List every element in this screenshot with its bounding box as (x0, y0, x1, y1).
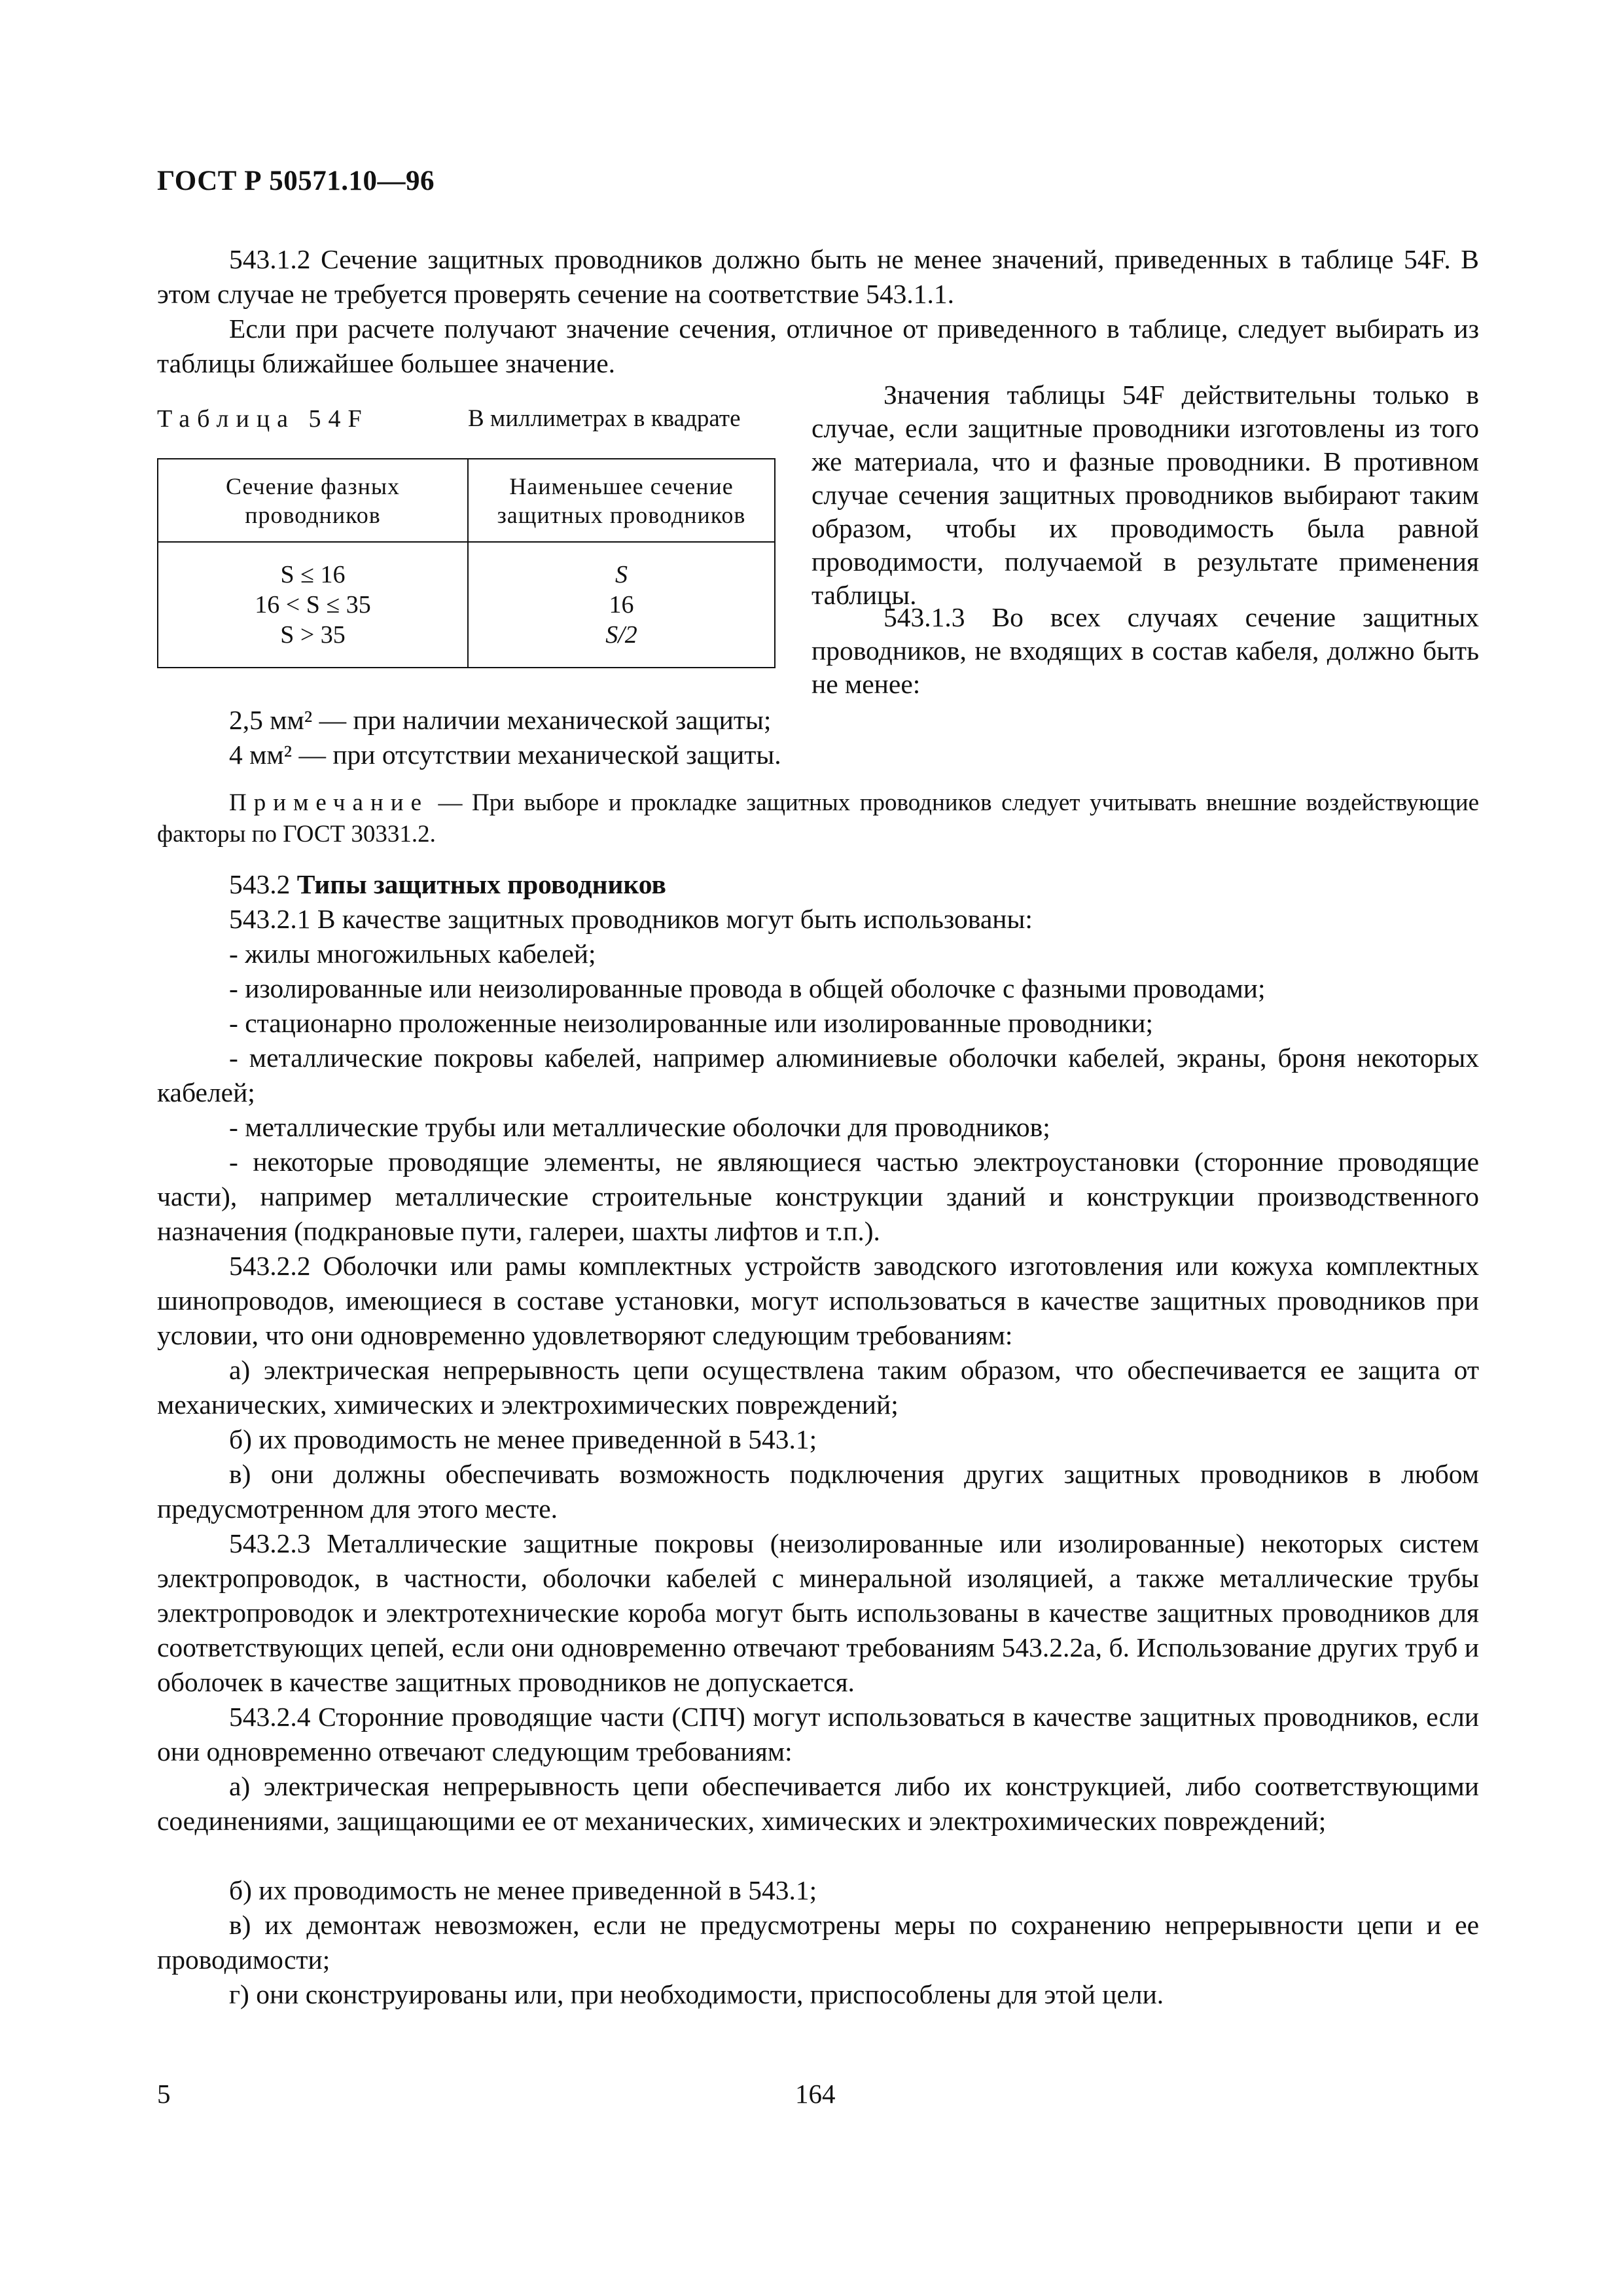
note-paragraph (157, 787, 1479, 850)
note-label: Примечание (229, 789, 429, 816)
document-header: ГОСТ Р 50571.10—96 (157, 166, 435, 196)
page-number-left: 5 (157, 2079, 171, 2109)
table-cell-value: 16 (609, 591, 634, 619)
table-cell-value: S (615, 561, 628, 588)
table-cell-value: S/2 (605, 621, 637, 649)
min-section-with-protection-text: 2,5 мм² — при наличии механической защиты; (229, 705, 772, 735)
table-header-line: Сечение фазных (225, 473, 401, 499)
table-cell-value: S ≤ 16 (280, 561, 346, 588)
list-item: а) электрическая непрерывность цепи осуществлена таким образом, что обеспечивается ее защита от механических, химических и электрохимических повреждений; (157, 1355, 1479, 1420)
list-item: - некоторые проводящие элементы, не являющиеся частью электроустановки (сторонние проводящие части), например металлические строительные конструкции зданий и конструкции производственного назначения (подкрановые пути, галереи, шахты лифтов и т.п.). (157, 1147, 1479, 1246)
note-text: — При выборе и прокладке защитных проводников следует учитывать внешние воздействующие факторы по ГОСТ 30331.2. (157, 789, 1479, 848)
list-item: - жилы многожильных кабелей; (229, 939, 596, 969)
table-row (158, 542, 775, 668)
table-cell-phase-values (158, 542, 468, 668)
list-item: в) их демонтаж невозможен, если не предусмотрены меры по сохранению непрерывности цепи и ее проводимости; (157, 1910, 1479, 1975)
table-side-note: Значения таблицы 54F действительны только в случае, если защитные проводники изготовлены из того же материала, что и фазные проводники. В противном случае сечения защитных проводников выбирают таким образом, чтобы их проводимость была равной проводимости, получаемой в результате применения таблицы. (812, 380, 1479, 610)
table-title: Таблица 54F (157, 405, 369, 433)
paragraph-543-1-2-rounding: Если при расчете получают значение сечения, отличное от приведенного в таблице, следует выбирать из таблицы ближайшее большее значение. (157, 314, 1479, 378)
table-54f (157, 458, 776, 668)
section-title: Типы защитных проводников (296, 869, 666, 899)
section-heading-543-2 (157, 867, 1479, 902)
list-item: б) их проводимость не менее приведенной в 543.1; (229, 1424, 817, 1454)
list-item: а) электрическая непрерывность цепи обеспечивается либо их конструкцией, либо соответствующими соединениями, защищающими ее от механических, химических и электрохимических повреждений; (157, 1771, 1479, 1836)
table-cell-value: 16 < S ≤ 35 (255, 591, 371, 619)
min-section-without-protection: 4 мм² — при отсутствии механической защиты. (229, 740, 781, 770)
paragraph-543-2-3: 543.2.3 Металлические защитные покровы (неизолированные или изолированные) некоторых систем электропроводок, в частности, оболочки кабелей с минеральной изоляцией, а также металлические трубы электропроводок и электротехнические короба могут быть использованы в качестве защитных проводников для соответствующих цепей, если они одновременно отвечают требованиям 543.2.2а, б. Использование других труб и оболочек в качестве защитных проводников не допускается. (157, 1528, 1479, 1697)
paragraph-543-1-2: 543.1.2 Сечение защитных проводников должно быть не менее значений, приведенных в таблице 54F. В этом случае не требуется проверять сечение на соответствие 543.1.1. (157, 244, 1479, 309)
page-number-center: 164 (795, 2079, 836, 2109)
paragraph-543-2-4: 543.2.4 Сторонние проводящие части (СПЧ) могут использоваться в качестве защитных проводников, если они одновременно отвечают следующим требованиям: (157, 1702, 1479, 1767)
paragraph-543-2-1: 543.2.1 В качестве защитных проводников могут быть использованы: (229, 904, 1033, 934)
min-section-with-protection (157, 703, 1479, 738)
list-item: - стационарно проложенные неизолированные или изолированные проводники; (229, 1008, 1154, 1038)
table-header-line: Наименьшее сечение (509, 473, 734, 499)
list-item: б) их проводимость не менее приведенной в 543.1; (229, 1875, 817, 1905)
table-cell-value: S > 35 (280, 621, 346, 649)
list-item: - металлические покровы кабелей, например алюминиевые оболочки кабелей, экраны, броня некоторых кабелей; (157, 1043, 1479, 1107)
paragraph-543-2-2: 543.2.2 Оболочки или рамы комплектных устройств заводского изготовления или кожуха комплектных шинопроводов, имеющиеся в составе установки, могут использоваться в качестве защитных проводников при условии, что они одновременно удовлетворяют следующим требованиям: (157, 1251, 1479, 1350)
list-item: г) они сконструированы или, при необходимости, приспособлены для этой цели. (229, 1979, 1164, 2009)
list-item: - металлические трубы или металлические оболочки для проводников; (229, 1112, 1050, 1142)
table-header-line: защитных проводников (497, 501, 746, 528)
document-page (157, 0, 1479, 2296)
table-header-phase-section (158, 459, 468, 542)
table-header-protective-section (468, 459, 775, 542)
paragraph-543-1-3: 543.1.3 Во всех случаях сечение защитных проводников, не входящих в состав кабеля, должно быть не менее: (812, 602, 1479, 699)
table-header-line: проводников (245, 501, 381, 528)
list-item: - изолированные или неизолированные провода в общей оболочке с фазными проводами; (229, 973, 1266, 1003)
list-item: в) они должны обеспечивать возможность подключения других защитных проводников в любом предусмотренном для этого месте. (157, 1459, 1479, 1524)
table-header-row (158, 459, 775, 542)
table-cell-protective-values (468, 542, 775, 668)
section-number: 543.2 (229, 869, 291, 899)
table-units: В миллиметрах в квадрате (468, 405, 741, 432)
